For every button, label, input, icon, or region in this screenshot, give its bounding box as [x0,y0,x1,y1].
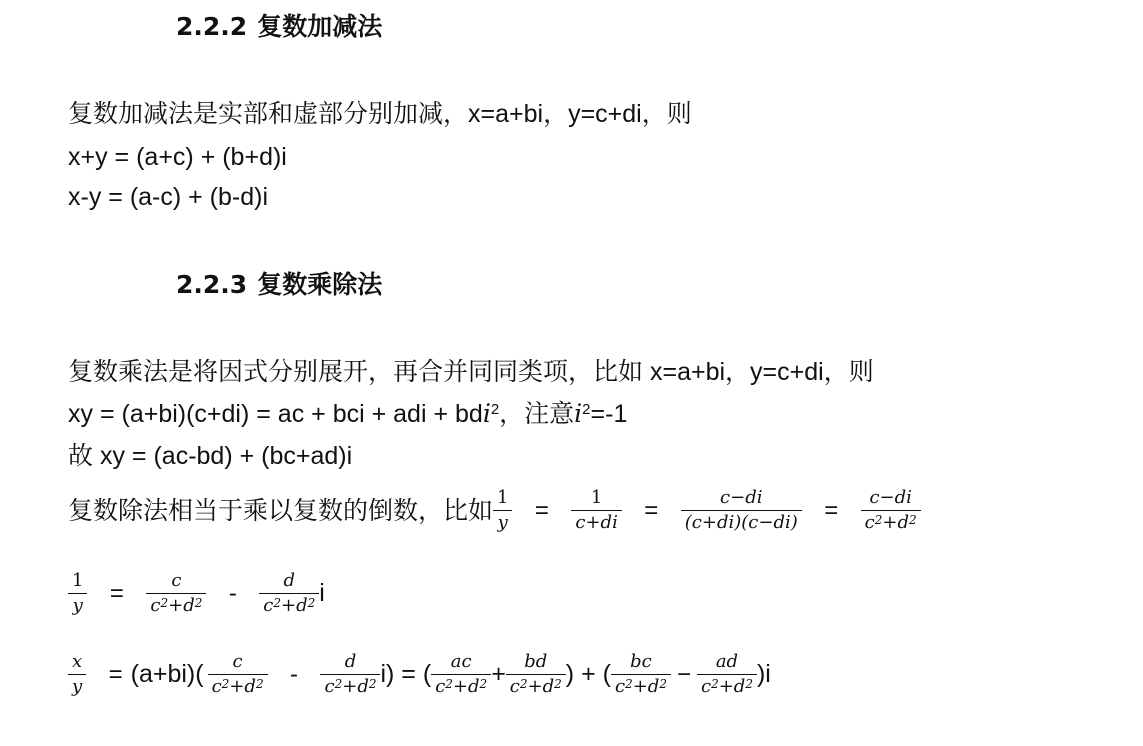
numerator: 1 [72,570,84,591]
numerator: 1 [590,487,603,508]
xy-result-formula: xy = (ac-bd) + (bc+ad)i [99,442,353,470]
fraction-d-over-modulus [320,650,380,699]
denominator: $c^2+d^2$ [700,676,753,697]
section-number: 2.2.2 [176,12,248,41]
close-paren-i: )i [756,660,771,688]
add-formula: x+y = (a+c) + (b+d)i [68,143,287,171]
addsub-intro-vars: x=a+bi，y=c+di， [468,100,667,128]
xy-result-line [68,439,352,473]
fraction-ad-over-modulus [697,650,757,699]
reciprocal-formula-line [68,569,325,618]
fraction-conjugate-over-modulus [861,486,921,535]
denominator: c+di [575,512,618,533]
imag-unit: i [574,399,583,428]
div-intro-text: 复数除法相当于乘以复数的倒数，比如 [68,496,494,525]
numerator: d [283,570,296,591]
addsub-intro-line [68,97,692,131]
fraction-conjugate-product [681,486,802,535]
minus-sign: - [228,579,237,607]
equals-sign: = [824,496,839,524]
denominator: $c^2+d^2$ [263,595,316,616]
equals-sign: = [534,496,549,524]
fraction-c-over-modulus [208,650,268,699]
quotient-formula-line [68,650,771,699]
mul-intro-text: 复数乘法是将因式分别展开，再合并同同类项，比如 [68,357,644,386]
xy-expand-formula: xy = (a+bi)(c+di) = ac + bci + adi + bd [68,400,483,428]
numerator: d [344,651,357,672]
xy-expand-line [68,397,627,431]
denominator: $c^2+d^2$ [509,676,562,697]
section-title: 复数加减法 [257,12,383,41]
fraction-c-over-modulus [146,569,206,618]
mul-intro-vars: x=a+bi，y=c+di， [649,358,849,386]
square-exponent: 2 [582,401,591,418]
minus-sign: - [290,660,299,688]
denominator: $c^2+d^2$ [211,676,264,697]
denominator: $c^2+d^2$ [324,676,377,697]
fraction-1-over-y [493,486,512,535]
fraction-d-over-modulus [259,569,319,618]
fraction-ac-over-modulus [431,650,491,699]
addsub-intro-then: 则 [666,99,692,128]
div-intro-line [68,486,925,535]
imag-unit-tail: i [319,579,325,607]
denominator: $c^2+d^2$ [435,676,488,697]
sub-formula: x-y = (a-c) + (b-d)i [68,183,269,211]
therefore-text: 故 [68,441,94,470]
equals-sign: = [109,579,124,607]
section-number: 2.2.3 [176,270,248,299]
fraction-1-over-c-plus-di [571,486,621,535]
denominator: y [497,512,508,533]
numerator: 1 [497,487,509,508]
numerator: x [72,651,83,672]
fraction-bd-over-modulus [506,650,566,699]
plus-sign: + [491,660,506,688]
section-title: 复数乘除法 [257,270,383,299]
denominator: (c+di)(c−di) [684,512,798,533]
minus-sign: − [676,660,691,688]
equals-sign: = [108,660,123,688]
denominator: $c^2+d^2$ [864,512,917,533]
numerator: c [232,651,243,672]
numerator: bc [630,651,652,672]
square-exponent: 2 [490,401,500,418]
lhs-product-open: (a+bi)( [130,660,204,688]
note-prefix: ，注意 [499,399,575,428]
close-i-equals-open: i) = ( [380,660,432,688]
mul-intro-line [68,355,874,389]
denominator: y [72,676,83,697]
section-heading-2-2-2 [176,12,382,42]
section-heading-2-2-3 [176,270,382,300]
numerator: c−di [720,487,763,508]
mul-intro-then: 则 [848,357,874,386]
numerator: ac [450,651,472,672]
numerator: c−di [869,487,912,508]
note-suffix: =-1 [590,400,628,428]
addsub-intro-text: 复数加减法是实部和虚部分别加减， [68,99,469,128]
numerator: c [171,570,182,591]
close-plus-open: ) + ( [565,660,611,688]
denominator: y [72,595,83,616]
imag-unit: i [482,399,491,428]
numerator: bd [524,651,548,672]
denominator: $c^2+d^2$ [150,595,203,616]
fraction-1-over-y [68,569,87,618]
fraction-bc-over-modulus [611,650,671,699]
equals-sign: = [644,496,659,524]
fraction-x-over-y [68,650,86,699]
numerator: ad [715,651,739,672]
denominator: $c^2+d^2$ [614,676,667,697]
